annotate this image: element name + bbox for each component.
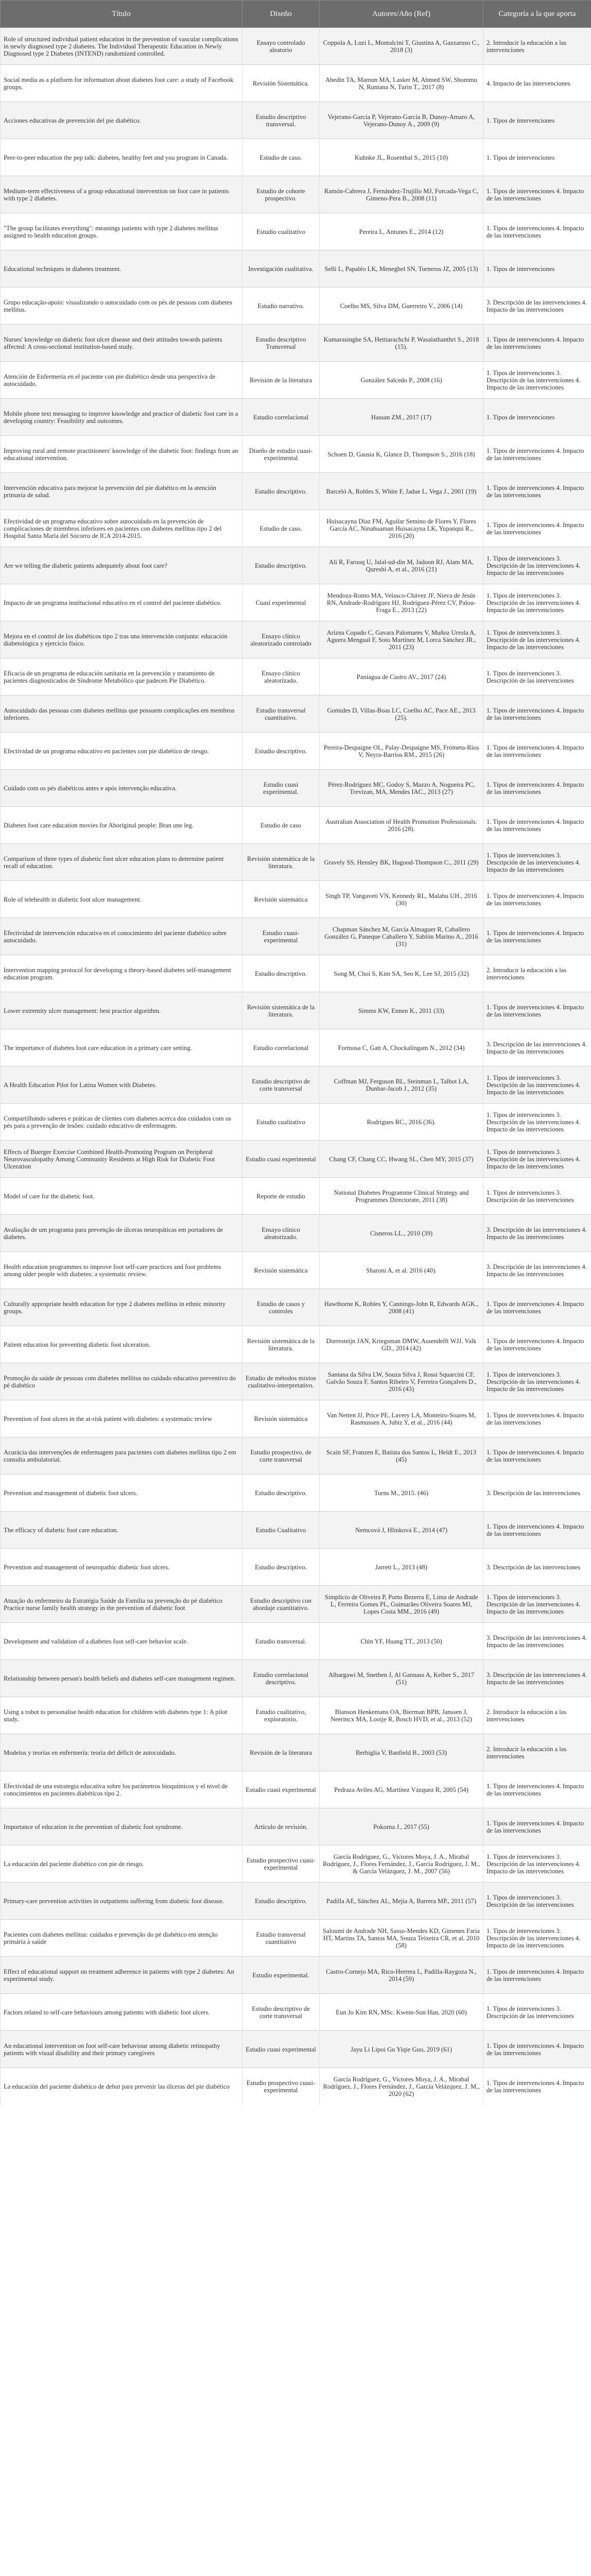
authors-cell: Jayu Li Lipoi Gu Yiqie Guo, 2019 (61) (320, 2031, 483, 2068)
title-cell: Diabetes foot care education movies for Aboriginal people: Bran une leg. (1, 807, 242, 844)
table-row (1, 621, 591, 658)
authors-cell: Ramón-Cabrera J, Fernández-Trujillo MJ, Forcada-Vega C, Gimeno-Pera B., 2008 (11) (320, 176, 483, 213)
category-cell: 1. Tipos de intervenciones 4. Impacto de las intervenciones (483, 436, 591, 473)
authors-cell: Eun Jo Kim RN, MSc. Kwem-Sun Han, 2020 (60) (320, 1994, 483, 2031)
authors-cell: Singh TP, Vangaveti VN, Kennedy RL, Malabu UH., 2016 (30) (320, 881, 483, 918)
authors-cell: Simms KW, Ennen K., 2011 (33) (320, 992, 483, 1029)
table-row (1, 1289, 591, 1326)
table-row (1, 733, 591, 770)
category-cell: 1. Tipos de intervenciones 4. Impacto de las intervenciones (483, 733, 591, 770)
design-cell: Estudio descriptivo. (242, 1475, 320, 1512)
authors-cell: Blanson Henkemans OA, Bierman BPB, Janssen J, Neerincx MA, Looije R, Bosch HVD, et al., 2013 (52) (320, 1697, 483, 1734)
authors-cell: Sharoni A, et al. 2016 (40). (320, 1252, 483, 1289)
title-cell: Relationship between person's health beliefs and diabetes self-care management regimen. (1, 1660, 242, 1697)
title-cell: Efectividad de una estrategia educativa sobre los parámetros bioquímicos y el nivel de conocimientos en pacientes diabéticos tipo 2. (1, 1771, 242, 1808)
design-cell: Estudio de caso. (242, 139, 320, 176)
design-cell: Revisión de la literatura (242, 362, 320, 399)
authors-cell: Pereira L, Antunes E., 2014 (12) (320, 213, 483, 250)
table-body (1, 28, 591, 2105)
category-cell: 1. Tipos de intervenciones 4. Impacto de las intervenciones (483, 1437, 591, 1475)
design-cell: Estudio cuasi experimental (242, 1141, 320, 1178)
title-cell: Prevention and management of neuropathic diabetic foot ulcers. (1, 1549, 242, 1586)
design-cell: Estudio Cualitativo (242, 1512, 320, 1549)
category-cell: 1. Tipos de intervenciones 4. Impacto de las intervenciones (483, 696, 591, 733)
design-cell: Estudio descriptivo de corte transversal (242, 1066, 320, 1104)
authors-cell: Gomides D, Villas-Boas LC, Coelho AC, Pace AE., 2013 (25). (320, 696, 483, 733)
title-cell: Improving rural and remote practitioners' knowledge of the diabetic foot: findings from an educational intervention. (1, 436, 242, 473)
table-row (1, 1549, 591, 1586)
category-cell: 3. Descripción de las intervenciones (483, 1549, 591, 1586)
table-row (1, 696, 591, 733)
title-cell: Factors related to self-care behaviours among patients with diabetic foot ulcers. (1, 1994, 242, 2031)
table-row (1, 250, 591, 287)
title-cell: Efectividad de un programa educativo sobre autocuidado en la prevención de complicaciones de miembros inferiores en pacientes con diabetes mellitus tipo 2 del Hospital Santa María del Socorro de ICA 2014-2015. (1, 510, 242, 547)
design-cell: Estudio cualitativo, exploratorio. (242, 1697, 320, 1734)
category-cell: 1. Tipos de intervenciones 4. Impacto de las intervenciones (483, 1289, 591, 1326)
title-cell: Social media as a platform for information about diabetes foot care: a study of Facebook groups. (1, 65, 242, 102)
table-row (1, 584, 591, 621)
authors-cell: Formosa C, Gatt A, Chockalingam N., 2012 (34) (320, 1029, 483, 1066)
table-row (1, 436, 591, 473)
design-cell: Estudio descriptivo. (242, 733, 320, 770)
authors-cell: Huisacayna Díaz FM, Aguilar Semino de Flores Y, Flores García AC, Ninahuaman Huisacayna LK, Yupanqui R., 2016 (20) (320, 510, 483, 547)
category-cell: 1. Tipos de intervenciones 4. Impacto de las intervenciones (483, 1771, 591, 1808)
title-cell: Health education programmes to improve foot self-care practices and foot problems among older people with diabetes: a systematic review. (1, 1252, 242, 1289)
title-cell: The importance of diabetes foot care education in a primary care setting. (1, 1029, 242, 1066)
table-row (1, 918, 591, 955)
title-cell: La educación del paciente diabético con pie de riesgo. (1, 1845, 242, 1883)
design-cell: Estudio cuasi-experimental (242, 918, 320, 955)
authors-cell: Pokorna J., 2017 (55) (320, 1808, 483, 1845)
authors-cell: Barceló A, Robles S, White F, Jadue L, Vega J., 2001 (19) (320, 473, 483, 510)
category-cell: 2. Introducir la educación a las intervenciones (483, 28, 591, 65)
category-cell: 1. Tipos de intervenciones 4. Impacto de las intervenciones (483, 770, 591, 807)
design-cell: Estudio correlacional descriptivo. (242, 1660, 320, 1697)
authors-cell: Pedraza Aviles AG, Martínez Vázquez R, 2005 (54) (320, 1771, 483, 1808)
design-cell: Estudio descriptivo con abordaje cuantitativo. (242, 1586, 320, 1623)
design-cell: Estudio de cohorte prospectivo. (242, 176, 320, 213)
table-row (1, 1883, 591, 1920)
table-row (1, 1178, 591, 1215)
category-cell: 1. Tipos de intervenciones 3. Descripción de las intervenciones (483, 1178, 591, 1215)
title-cell: Atención de Enfermería en el paciente con pie diabético desde una perspectiva de autocuidado. (1, 362, 242, 399)
category-cell: 1. Tipos de intervenciones 4. Impacto de las intervenciones (483, 473, 591, 510)
authors-cell: Scain SF, Franzen E, Batista dos Santos L, Heldt E., 2013 (45) (320, 1437, 483, 1475)
design-cell: Estudio descriptivo Transversal (242, 325, 320, 362)
design-cell: Estudio transversal. (242, 1623, 320, 1660)
authors-cell: Chang CF, Chang CC, Hwang SL, Chen MY, 2015 (37) (320, 1141, 483, 1178)
authors-cell: Simplício de Oliveira P, Porto Bezerra E, Lima de Andrade L, Ferreira Gomes PL, Guimarães Oliveira Soares MJ, Lopes Costa MM., 2016 (49) (320, 1586, 483, 1623)
authors-cell: Berbiglia V, Banfield B., 2003 (53) (320, 1734, 483, 1771)
category-cell: 1. Tipos de intervenciones 3. Descripción de las intervenciones 4. Impacto de las intervenciones (483, 1141, 591, 1178)
title-cell: Efectividad de intervención educativa en el conocimiento del paciente diabético sobre autocuidado. (1, 918, 242, 955)
title-cell: La educación del paciente diabético de debut para prevenir las úlceras del pie diabético (1, 2068, 242, 2105)
authors-cell: Jarrett L., 2013 (48) (320, 1549, 483, 1586)
table-row (1, 1660, 591, 1697)
design-cell: Revisión Sistemática. (242, 65, 320, 102)
design-cell: Estudio de caso. (242, 510, 320, 547)
table-row (1, 2068, 591, 2105)
title-cell: Role of telehealth in diabetic foot ulcer management. (1, 881, 242, 918)
design-cell: Estudio de casos y controles (242, 1289, 320, 1326)
table-row (1, 65, 591, 102)
table-row (1, 1215, 591, 1252)
category-cell: 2. Introducir la educación a las intervenciones (483, 1697, 591, 1734)
table-row (1, 213, 591, 250)
design-cell: Estudio prospectivo cuasi-experimental (242, 1845, 320, 1883)
table-row (1, 1734, 591, 1771)
design-cell: Estudio cuasi experimental (242, 1771, 320, 1808)
table-row (1, 1771, 591, 1808)
category-cell: 1. Tipos de intervenciones 3. Descripción de las intervenciones 4. Impacto de las intervenciones (483, 621, 591, 658)
title-cell: An educational intervention on foot self-care behaviour among diabetic retinopathy patients with visual disability and their primary caregivers (1, 2031, 242, 2068)
category-cell: 1. Tipos de intervenciones 3. Descripción de las intervenciones 4. Impacto de las intervenciones (483, 1066, 591, 1104)
authors-cell: García Rodríguez, G., Victores Moya, J. A., Mirabal Rodríguez, J., Flores Fernández, J., García Rodríguez, J. M., & García Velázquez, J. M., 2007 (56) (320, 1845, 483, 1883)
authors-cell: Nemcová J, Hlinková E., 2014 (47) (320, 1512, 483, 1549)
authors-cell: Abedin TA, Mamun MA, Lasker M, Ahmed SW, Shommu N, Rumana N, Turin T., 2017 (8) (320, 65, 483, 102)
category-cell: 1. Tipos de intervenciones 3. Descripción de las intervenciones (483, 1994, 591, 2031)
authors-cell: Cisneros LL., 2010 (39) (320, 1215, 483, 1252)
design-cell: Revisión sistemática (242, 881, 320, 918)
category-cell: 3. Descripción de las intervenciones (483, 1475, 591, 1512)
design-cell: Estudio correlacional (242, 1029, 320, 1066)
category-cell: 1. Tipos de intervenciones 4. Impacto de las intervenciones (483, 918, 591, 955)
category-cell: 1. Tipos de intervenciones (483, 102, 591, 139)
table-row (1, 658, 591, 696)
table-row (1, 1326, 591, 1363)
authors-cell: Coppola A, Luzi L, Montalcini T, Giustina A, Gazzaruso C., 2018 (3) (320, 28, 483, 65)
title-cell: Effects of Buerger Exercise Combined Health-Promoting Program on Peripheral Neurovasculopathy Among Community Residents at High Risk for Diabetic Foot Ulceration (1, 1141, 242, 1178)
category-cell: 4. Impacto de las intervenciones (483, 65, 591, 102)
table-row (1, 807, 591, 844)
authors-cell: Coelho MS, Silva DM, Guerreiro V., 2006 (14) (320, 287, 483, 325)
category-cell: 1. Tipos de intervenciones 3. Descripción de las intervenciones 4. Impacto de las intervenciones (483, 1920, 591, 1957)
title-cell: Role of structured individual patient education in the prevention of vascular complications in newly diagnosed type 2 diabetes. The Individual Therapeutic Education in Newly Diagnosed type 2 Diabetes (INTEND) randomized controlled. (1, 28, 242, 65)
design-cell: Revisión sistemática (242, 1400, 320, 1437)
design-cell: Estudio prospectivo, de corte transversal (242, 1437, 320, 1475)
design-cell: Ensayo clínico aleatorizado. (242, 1215, 320, 1252)
category-cell: 1. Tipos de intervenciones 4. Impacto de las intervenciones (483, 2068, 591, 2105)
category-cell: 1. Tipos de intervenciones 4. Impacto de las intervenciones (483, 807, 591, 844)
design-cell: Estudio de caso (242, 807, 320, 844)
design-cell: Estudio descriptivo. (242, 955, 320, 992)
design-cell: Estudio correlacional (242, 399, 320, 436)
table-row (1, 287, 591, 325)
table-row (1, 1994, 591, 2031)
header-design: Diseño (242, 1, 320, 28)
design-cell: Investigación cualitativa. (242, 250, 320, 287)
title-cell: Promoção da saúde de pessoas com diabetes mellitus no cuidado educativo preventivo do pé diabético (1, 1363, 242, 1400)
table-row (1, 102, 591, 139)
header-authors: Autores/Año (Ref) (320, 1, 483, 28)
category-cell: 1. Tipos de intervenciones 3. Descripción de las intervenciones 4. Impacto de las intervenciones (483, 1363, 591, 1400)
title-cell: "The group facilitates everything": meanings patients with type 2 diabetes mellitus assigned to health education groups. (1, 213, 242, 250)
title-cell: Acurácia das intervenções de enfermagem para pacientes com diabetes mellitus tipo 2 em consulta ambulatorial. (1, 1437, 242, 1475)
table-row (1, 1845, 591, 1883)
category-cell: 1. Tipos de intervenciones (483, 139, 591, 176)
title-cell: Autocuidado das pessoas com diabetes mellitus que possuem complicações em membros inferiores. (1, 696, 242, 733)
table-row (1, 362, 591, 399)
category-cell: 1. Tipos de intervenciones 4. Impacto de las intervenciones (483, 176, 591, 213)
table-row (1, 1437, 591, 1475)
design-cell: Estudio cualitativo (242, 1104, 320, 1141)
authors-cell: Santana da Silva LW, Souza Silva J, Rossi Squarcini CF, Galvão Souza F, Santos Ribeiro V, Ferreira Gonçalves D., 2016 (43) (320, 1363, 483, 1400)
table-row (1, 473, 591, 510)
category-cell: 3. Descripción de las intervenciones 4. Impacto de las intervenciones (483, 1215, 591, 1252)
title-cell: Atuação do enfermeiro da Estratégia Saúde da Família na prevenção do pé diabético Practice nurse family health strategy in the prevention of diabetic foot (1, 1586, 242, 1623)
authors-cell: Kuhnke JL, Rosenthal S., 2015 (10) (320, 139, 483, 176)
table-row (1, 881, 591, 918)
design-cell: Revisión sistemática de la literatura. (242, 992, 320, 1029)
category-cell: 1. Tipos de intervenciones 4. Impacto de las intervenciones (483, 992, 591, 1029)
category-cell: 1. Tipos de intervenciones 3. Descripción de las intervenciones (483, 658, 591, 696)
authors-cell: Selli L, Papaléo LK, Meneghel SN, Torneros JZ, 2005 (13) (320, 250, 483, 287)
title-cell: Prevention and management of diabetic foot ulcers. (1, 1475, 242, 1512)
title-cell: Primary-care prevention activities in outpatients suffering from diabetic foot disease. (1, 1883, 242, 1920)
category-cell: 1. Tipos de intervenciones (483, 399, 591, 436)
title-cell: Prevention of foot ulcers in the at-risk patient with diabetes: a systematic review (1, 1400, 242, 1437)
authors-cell: Coffman MJ, Ferguson BL, Steinman L, Talbot LA, Dunbar-Jacob J., 2012 (35) (320, 1066, 483, 1104)
title-cell: Intervención educativa para mejorar la prevención del pie diabético en la atención primaria de salud. (1, 473, 242, 510)
title-cell: Effect of educational support on treatment adherence in patients with type 2 diabetes: An experimental study. (1, 1957, 242, 1994)
design-cell: Estudio descriptivo. (242, 473, 320, 510)
category-cell: 1. Tipos de intervenciones 4. Impacto de las intervenciones (483, 1512, 591, 1549)
category-cell: 1. Tipos de intervenciones 4. Impacto de las intervenciones (483, 1957, 591, 1994)
design-cell: Reporte de estudio (242, 1178, 320, 1215)
table-row (1, 1957, 591, 1994)
table-row (1, 547, 591, 584)
title-cell: Patient education for preventing diabetic foot ulceration. (1, 1326, 242, 1363)
category-cell: 1. Tipos de intervenciones 3. Descripción de las intervenciones 4. Impacto de las intervenciones (483, 584, 591, 621)
design-cell: Ensayo controlado aleatorio (242, 28, 320, 65)
category-cell: 2. Introducir la educación a las intervenciones (483, 1734, 591, 1771)
table-row (1, 992, 591, 1029)
table-row (1, 2031, 591, 2068)
table-row (1, 1920, 591, 1957)
authors-cell: Rodrigues RC., 2016 (36). (320, 1104, 483, 1141)
category-cell: 3. Descripción de las intervenciones 4. Impacto de las intervenciones (483, 1660, 591, 1697)
header-title: Título (1, 1, 242, 28)
category-cell: 1. Tipos de intervenciones 4. Impacto de las intervenciones (483, 881, 591, 918)
authors-cell: Chapman Sánchez M, García Almaguer R, Caballero González G, Paneque Caballero Y, Sablón Marino A., 2016 (31) (320, 918, 483, 955)
table-row (1, 1252, 591, 1289)
title-cell: Impacto de un programa institucional educativo en el control del paciente diabético. (1, 584, 242, 621)
table-row (1, 1697, 591, 1734)
authors-cell: Van Netten JJ, Price PE, Lavery LA, Monteiro-Soares M, Rasmussen A, Jubiz Y, et al., 2016 (44) (320, 1400, 483, 1437)
title-cell: Intervention mapping protocol for developing a theory-based diabetes self-management education program. (1, 955, 242, 992)
authors-cell: Hassan ZM., 2017 (17) (320, 399, 483, 436)
category-cell: 1. Tipos de intervenciones 3. Descripción de las intervenciones 4. Impacto de las intervenciones (483, 1586, 591, 1623)
title-cell: Eficacia de un programa de educación sanitaria en la prevención y tratamiento de pacientes diagnosticados de Síndrome Metabólico que padecen Pie Diabético. (1, 658, 242, 696)
title-cell: Comparison of three types of diabetic foot ulcer education plans to determine patient recall of education. (1, 844, 242, 881)
authors-cell: Hawthorne K, Robles Y, Cannings-John R, Edwards AGK., 2008 (41) (320, 1289, 483, 1326)
title-cell: Grupo educação-apoio: visualizando o autocuidado com os pés de pessoas com diabetes mellitus. (1, 287, 242, 325)
design-cell: Estudio descriptivo de corte transversal (242, 1994, 320, 2031)
design-cell: Ensayo clínico aleatorizado. (242, 658, 320, 696)
title-cell: Importance of education in the prevention of diabetic foot syndrome. (1, 1808, 242, 1845)
header-row (1, 1, 591, 28)
design-cell: Estudio descriptivo transversal. (242, 102, 320, 139)
category-cell: 1. Tipos de intervenciones 4. Impacto de las intervenciones (483, 325, 591, 362)
table-row (1, 1512, 591, 1549)
table-row (1, 139, 591, 176)
title-cell: Nurses' knowledge on diabetic foot ulcer disease and their attitudes towards patients affected: A cross-sectional institution-based study. (1, 325, 242, 362)
category-cell: 3. Descripción de las intervenciones 4. Impacto de las intervenciones (483, 287, 591, 325)
design-cell: Estudio experimental. (242, 1957, 320, 1994)
authors-cell: Song M, Choi S, Kim SA, Seo K, Lee SJ, 2015 (32) (320, 955, 483, 992)
category-cell: 1. Tipos de intervenciones 3. Descripción de las intervenciones 4. Impacto de las intervenciones (483, 362, 591, 399)
table-row (1, 1104, 591, 1141)
table-row (1, 1029, 591, 1066)
design-cell: Estudio transversal cuantitativo (242, 1920, 320, 1957)
category-cell: 3. Descripción de las intervenciones 4. Impacto de las intervenciones (483, 1252, 591, 1289)
authors-cell: Paniagua de Castro AV., 2017 (24) (320, 658, 483, 696)
authors-cell: García Rodríguez, G., Victores Moya, J. A., Mirabal Rodríguez, J., Flores Fernández, J., García Velázquez, J. M., 2020 (62) (320, 2068, 483, 2105)
design-cell: Estudio cualitativo (242, 213, 320, 250)
authors-cell: Kumarasinghe SA, Hettiarachchi P, Wasalathanthri S., 2018 (15). (320, 325, 483, 362)
authors-cell: National Diabetes Programme Clinical Strategy and Programmes Directorate, 2011 (38) (320, 1178, 483, 1215)
table-header (1, 1, 591, 28)
title-cell: A Health Education Pilot for Latina Women with Diabetes. (1, 1066, 242, 1104)
title-cell: Cuidado com os pés diabéticos antes e após intervenção educativa. (1, 770, 242, 807)
category-cell: 1. Tipos de intervenciones 4. Impacto de las intervenciones (483, 213, 591, 250)
table-row (1, 1586, 591, 1623)
authors-cell: Ali R, Farooq U, Jalal-ud-din M, Jadoon RJ, Alam MA, Qureshi A, et al., 2016 (21) (320, 547, 483, 584)
design-cell: Estudio prospectivo cuasi-experimental (242, 2068, 320, 2105)
design-cell: Cuasi experimental (242, 584, 320, 621)
title-cell: Modelos y teorías en enfermería: teoría del déficit de autocuidado. (1, 1734, 242, 1771)
category-cell: 1. Tipos de intervenciones 3. Descripción de las intervenciones (483, 1883, 591, 1920)
category-cell: 2. Introducir la educación a las intervenciones (483, 955, 591, 992)
category-cell: 1. Tipos de intervenciones 3. Descripción de las intervenciones 4. Impacto de las intervenciones (483, 1104, 591, 1141)
authors-cell: Turns M., 2015. (46) (320, 1475, 483, 1512)
table-row (1, 844, 591, 881)
design-cell: Revisión sistemática de la literatura. (242, 1326, 320, 1363)
design-cell: Diseño de estudio cuasi-experimental (242, 436, 320, 473)
table-row (1, 770, 591, 807)
title-cell: Mejora en el control de los diabéticos tipo 2 tras una intervención conjunta: educación diabetológica y ejercicio físico. (1, 621, 242, 658)
category-cell: 1. Tipos de intervenciones 4. Impacto de las intervenciones (483, 1808, 591, 1845)
title-cell: Model of care for the diabetic foot. (1, 1178, 242, 1215)
authors-cell: Padilla AE, Sánchez AL, Mejía A, Barrera MP., 2011 (57) (320, 1883, 483, 1920)
header-category: Categoría a la que aporta (483, 1, 591, 28)
authors-cell: Castro-Cornejo MA, Rico-Herrera L, Padilla-Raygoza N., 2014 (59) (320, 1957, 483, 1994)
category-cell: 3. Descripción de las intervenciones 4. Impacto de las intervenciones (483, 1623, 591, 1660)
title-cell: Medium-term effectiveness of a group educational intervention on foot care in patients with type 2 diabetes. (1, 176, 242, 213)
authors-cell: Saloumi de Andrade NH, Sasso-Mendes KD, Gimenes Faria HT, Martins TA, Santos MA, Souza Teixeira CR, et al. 2010 (58) (320, 1920, 483, 1957)
table-row (1, 1066, 591, 1104)
table-row (1, 399, 591, 436)
authors-cell: Arizna Copado C, Gavara Palomares V, Muñoz Urrola A, Aguera Mengual F, Soto Martínez M, Lorca Sánchez JR., 2011 (23) (320, 621, 483, 658)
authors-cell: Mendoza-Romo MA, Velasco-Chávez JF, Nieva de Jesús RN, Andrade-Rodríguez HJ, Rodríguez-Pérez CV, Palou-Fraga E., 2013 (22) (320, 584, 483, 621)
category-cell: 1. Tipos de intervenciones 4. Impacto de las intervenciones (483, 1400, 591, 1437)
table-row (1, 325, 591, 362)
title-cell: Efectividad de un programa educativo en pacientes con pie diabético de riesgo. (1, 733, 242, 770)
title-cell: Peer-to-peer education the pep talk: diabetes, healthy feet and you program in Canada. (1, 139, 242, 176)
title-cell: Are we telling the diabetic patients adequately about foot care? (1, 547, 242, 584)
design-cell: Estudio transversal cuantitativo. (242, 696, 320, 733)
design-cell: Ensayo clínico aleatorizado controlado (242, 621, 320, 658)
authors-cell: Australian Association of Health Promotion Professionals. 2016 (28). (320, 807, 483, 844)
design-cell: Revisión sistemática de la literatura. (242, 844, 320, 881)
table-row (1, 1808, 591, 1845)
authors-cell: Gravely SS, Hensley BK, Hagood-Thompson C., 2011 (29) (320, 844, 483, 881)
category-cell: 3. Descripción de las intervenciones 4. Impacto de las intervenciones (483, 1029, 591, 1066)
title-cell: Culturally appropriate health education for type 2 diabetes mellitus in ethnic minority groups. (1, 1289, 242, 1326)
authors-cell: Pérez-Rodríguez MC, Godoy S, Mazzo A, Nogueira PC, Trevizan, MA, Mendes IAC., 2013 (27) (320, 770, 483, 807)
design-cell: Revisión sistemática (242, 1252, 320, 1289)
design-cell: Estudio cuasi experimental. (242, 770, 320, 807)
authors-cell: Pereira-Despaigne OL, Palay-Despaigne MS, Frómeta-Ríos V, Neyra-Barrios RM., 2015 (26) (320, 733, 483, 770)
table-row (1, 176, 591, 213)
table-row (1, 1623, 591, 1660)
table-row (1, 1400, 591, 1437)
table-row (1, 955, 591, 992)
authors-cell: Albargawi M, Snethen J, Al Gannass A, Kelber S., 2017 (51) (320, 1660, 483, 1697)
title-cell: Lower extremity ulcer management: best practice algorithm. (1, 992, 242, 1029)
table-row (1, 28, 591, 65)
table-row (1, 510, 591, 547)
authors-cell: Schoen D, Gausia K, Glance D, Thompson S., 2016 (18) (320, 436, 483, 473)
design-cell: Estudio descriptivo. (242, 1549, 320, 1586)
design-cell: Estudio de métodos mixtos cualitativo-interpretativo. (242, 1363, 320, 1400)
category-cell: 1. Tipos de intervenciones 3. Descripción de las intervenciones 4. Impacto de las intervenciones (483, 1845, 591, 1883)
title-cell: Mobile phone text messaging to improve knowledge and practice of diabetic foot care in a developing country: Feasibility and outcomes. (1, 399, 242, 436)
design-cell: Estudio narrativo. (242, 287, 320, 325)
title-cell: Avaliação de um programa para prevenção de úlceras neuropáticas em portadores de diabetes. (1, 1215, 242, 1252)
title-cell: Compartilhando saberes e práticas de clientes com diabetes acerca dos cuidados com os pés para a prevenção de lesões: cuidado educativo de enfermagem. (1, 1104, 242, 1141)
title-cell: The efficacy of diabetic foot care education. (1, 1512, 242, 1549)
category-cell: 1. Tipos de intervenciones 4. Impacto de las intervenciones (483, 510, 591, 547)
table-row (1, 1141, 591, 1178)
category-cell: 1. Tipos de intervenciones 3. Descripción de las intervenciones 4. Impacto de las intervenciones (483, 844, 591, 881)
authors-cell: Vejerano-García P, Vejerano-García B, Dunoy-Amaro A, Vejerano-Dunoy A., 2009 (9) (320, 102, 483, 139)
design-cell: Estudio cuasi experimental (242, 2031, 320, 2068)
title-cell: Using a robot to personalise health education for children with diabetes type 1: A pilot study. (1, 1697, 242, 1734)
title-cell: Pacientes com diabetes mellitus: cuidados e prevenção do pé diabético em atenção primária à saúde (1, 1920, 242, 1957)
title-cell: Educational techniques in diabetes treatment. (1, 250, 242, 287)
category-cell: 1. Tipos de intervenciones 4. Impacto de las intervenciones (483, 2031, 591, 2068)
design-cell: Revisión de la literatura (242, 1734, 320, 1771)
category-cell: 1. Tipos de intervenciones 4. Impacto de las intervenciones (483, 1326, 591, 1363)
design-cell: Estudio descriptivo. (242, 547, 320, 584)
authors-cell: González Salcedo P., 2008 (16) (320, 362, 483, 399)
table-row (1, 1475, 591, 1512)
authors-cell: Dorresteijn JAN, Kriegsman DMW, Assendelft WJJ, Valk GD., 2014 (42) (320, 1326, 483, 1363)
title-cell: Acciones educativas de prevención del pie diabético. (1, 102, 242, 139)
design-cell: Estudio descriptivo. (242, 1883, 320, 1920)
table-row (1, 1363, 591, 1400)
authors-cell: Chin YF, Huang TT., 2013 (50) (320, 1623, 483, 1660)
category-cell: 1. Tipos de intervenciones (483, 250, 591, 287)
design-cell: Artículo de revisión. (242, 1808, 320, 1845)
category-cell: 1. Tipos de intervenciones 3. Descripción de las intervenciones 4. Impacto de las intervenciones (483, 547, 591, 584)
title-cell: Development and validation of a diabetes foot self-care behavior scale. (1, 1623, 242, 1660)
